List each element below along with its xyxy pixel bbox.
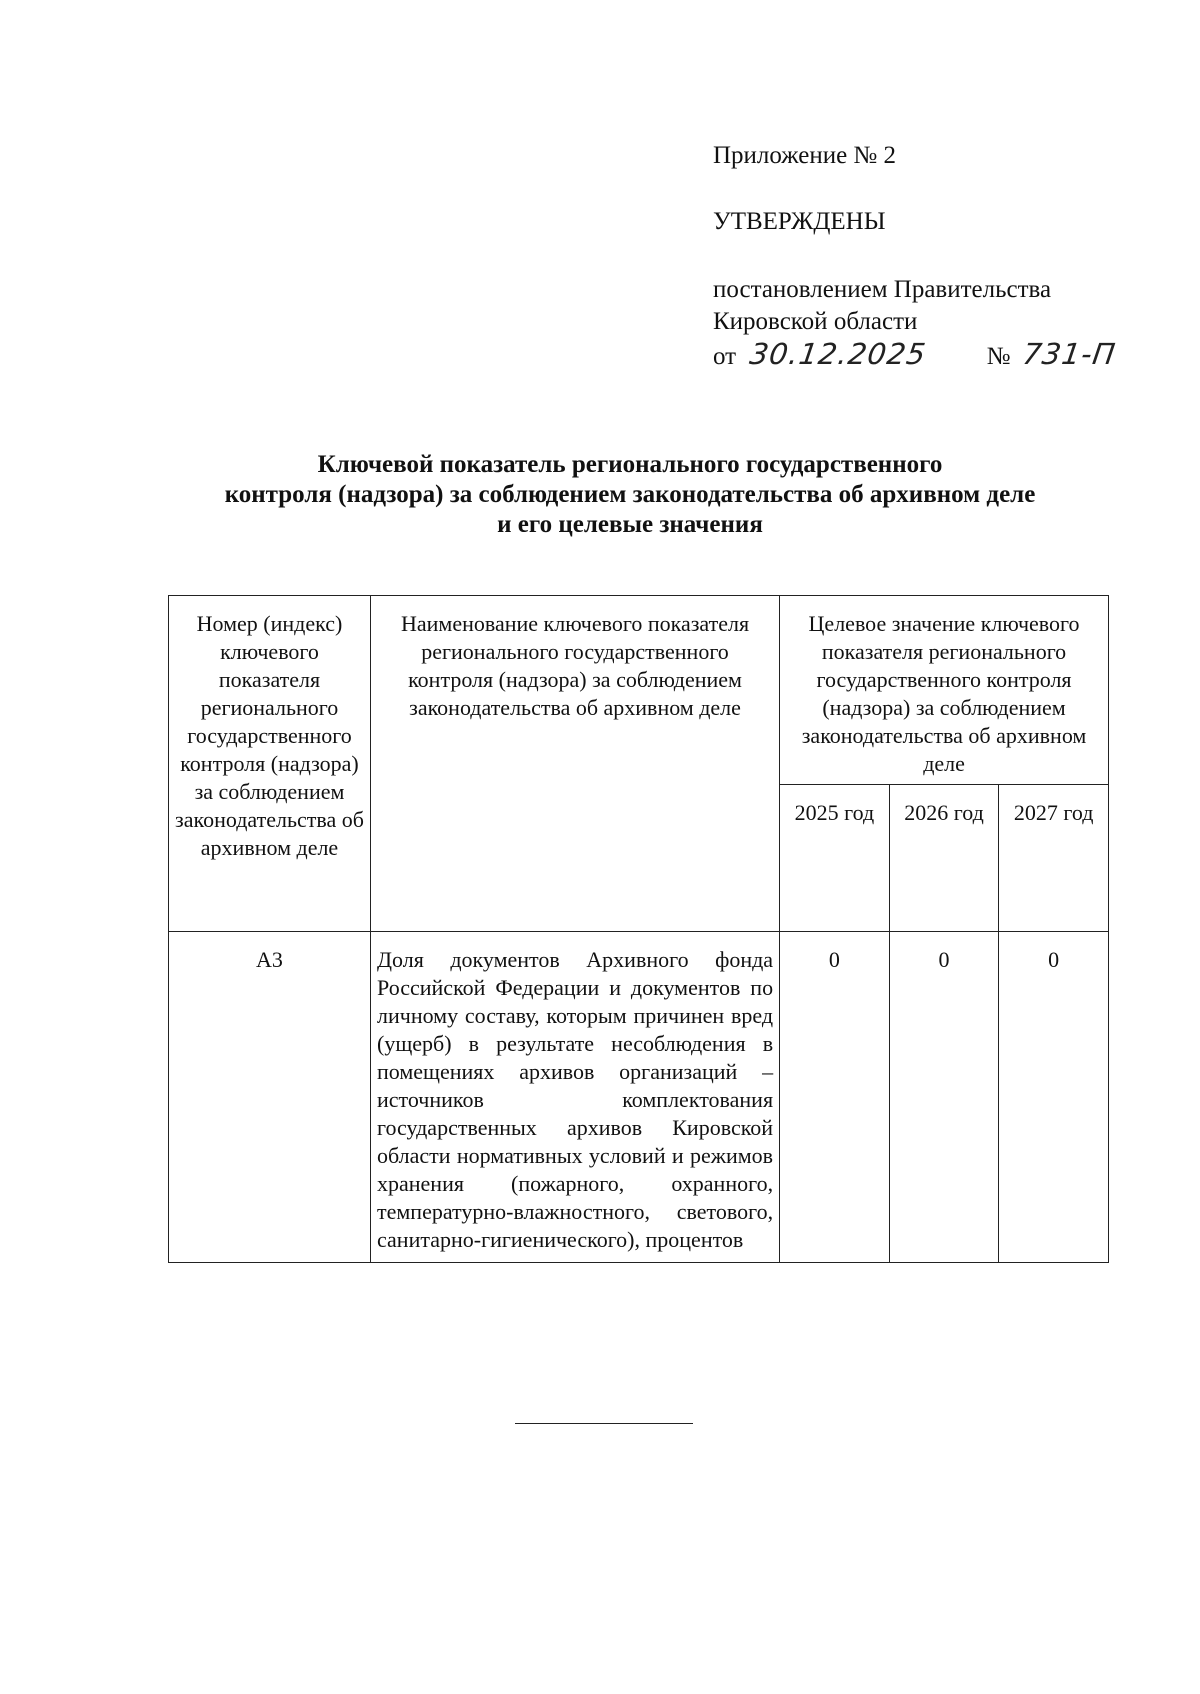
date-prefix: от [713, 343, 737, 370]
kpi-table [168, 595, 1109, 1263]
row-value-2026: 0 [889, 932, 999, 1263]
resolution-line-1: постановлением Правительства [713, 276, 1052, 303]
handwritten-number: 731-П [1020, 337, 1118, 371]
table-header-row [169, 596, 1109, 785]
number-prefix: № [986, 343, 1011, 370]
handwritten-date: 30.12.2025 [747, 337, 929, 371]
date-number-line [713, 337, 1118, 373]
title-line-3: и его целевые значения [497, 511, 763, 538]
approved-label: УТВЕРЖДЕНЫ [713, 208, 886, 235]
header-target-cell: Целевое значение ключевого показателя регионального государственного контроля (надзора) за соблюдением законодательства об архивном деле [780, 596, 1109, 785]
row-value-2025: 0 [780, 932, 890, 1263]
resolution-line-2: Кировской области [713, 308, 918, 335]
title-line-1: Ключевой показатель регионального государственного [317, 451, 943, 478]
appendix-label: Приложение № 2 [713, 142, 897, 169]
document-title [150, 450, 1110, 540]
approval-block [713, 140, 1118, 373]
header-index-cell: Номер (индекс) ключевого показателя регионального государственного контроля (надзора) за соблюдением законодательства об архивном деле [169, 596, 371, 932]
row-index-cell: А3 [169, 932, 371, 1263]
year-2027-cell: 2027 год [999, 785, 1109, 932]
year-2026-cell: 2026 год [889, 785, 999, 932]
year-2025-cell: 2025 год [780, 785, 890, 932]
end-separator-line [515, 1423, 693, 1424]
table-row [169, 932, 1109, 1263]
row-name-cell: Доля документов Архивного фонда Российской Федерации и документов по личному составу, которым причинен вред (ущерб) в результате несоблюдения в помещениях архивов организаций – источников комплектования государственных архивов Кировской области нормативных условий и режимов хранения (пожарного, охранного, температурно-влажностного, светового, санитарно-гигиенического), процентов [371, 932, 780, 1263]
title-line-2: контроля (надзора) за соблюдением законодательства об архивном деле [224, 481, 1036, 508]
row-value-2027: 0 [999, 932, 1109, 1263]
header-name-cell: Наименование ключевого показателя регионального государственного контроля (надзора) за соблюдением законодательства об архивном деле [371, 596, 780, 932]
